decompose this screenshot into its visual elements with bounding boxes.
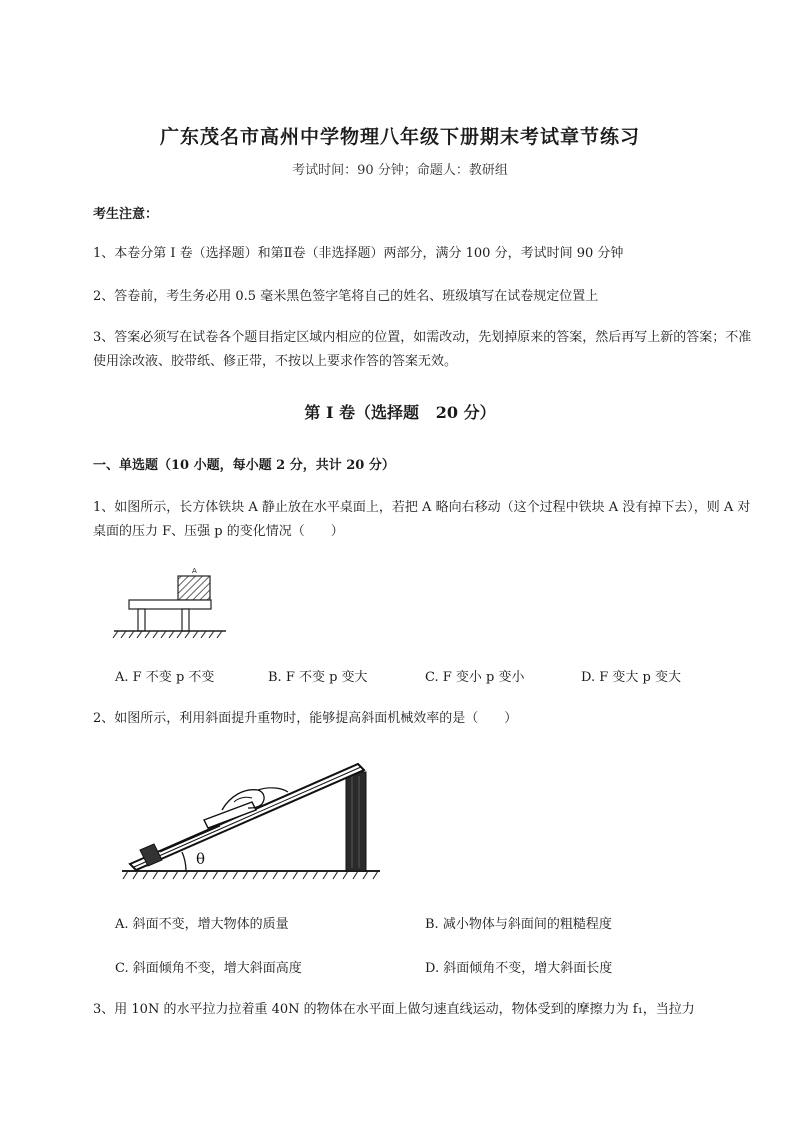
notice-item-3: 3、答案必须写在试卷各个题目指定区域内相应的位置，如需改动，先划掉原来的答案，然后再写上新的答案；不准使用涂改液、胶带纸、修正带，不按以上要求作答的答案无效。 (93, 330, 752, 369)
question-1-stem: 1、如图所示，长方体铁块 A 静止放在水平桌面上，若把 A 略向右移动（这个过程中铁块 A 没有掉下去），则 A 对桌面的压力 F、压强 p 的变化情况（ ） (93, 500, 751, 539)
page-title: 广东茂名市高州中学物理八年级下册期末考试章节练习 (159, 126, 640, 148)
exam-info: 考试时间：90 分钟；命题人：教研组 (292, 163, 508, 178)
q1-option-a: A. F 不变 p 不变 (115, 670, 215, 685)
part-heading: 一、单选题（10 小题，每小题 2 分，共计 20 分） (93, 458, 395, 473)
q1-option-c: C. F 变小 p 变小 (425, 670, 525, 685)
angle-label: θ (196, 850, 206, 868)
q1-option-b: B. F 不变 p 变大 (268, 670, 368, 685)
q2-option-a: A. 斜面不变，增大物体的质量 (115, 917, 289, 932)
incline-figure (112, 752, 387, 887)
q2-option-d: D. 斜面倾角不变，增大斜面长度 (425, 961, 613, 976)
section-title: 第 I 卷（选择题 20 分） (304, 403, 496, 422)
notice-item-1: 1、本卷分第 I 卷（选择题）和第Ⅱ卷（非选择题）两部分，满分 100 分，考试时间 90 分钟 (93, 246, 624, 261)
block-label: A (192, 567, 197, 575)
notice-item-2: 2、答卷前，考生务必用 0.5 毫米黑色签字笔将自己的姓名、班级填写在试卷规定位置上 (93, 289, 599, 304)
question-3-stem: 3、用 10N 的水平拉力拉着重 40N 的物体在水平面上做匀速直线运动，物体受到的摩擦力为 f₁，当拉力 (93, 1002, 695, 1017)
q2-option-b: B. 减小物体与斜面间的粗糙程度 (425, 917, 612, 932)
q1-option-d: D. F 变大 p 变大 (581, 670, 681, 685)
notice-heading: 考生注意： (93, 207, 159, 222)
q2-option-c: C. 斜面倾角不变，增大斜面高度 (115, 961, 302, 976)
table-block-figure (110, 562, 230, 642)
question-2-stem: 2、如图所示，利用斜面提升重物时，能够提高斜面机械效率的是（ ） (93, 711, 518, 726)
